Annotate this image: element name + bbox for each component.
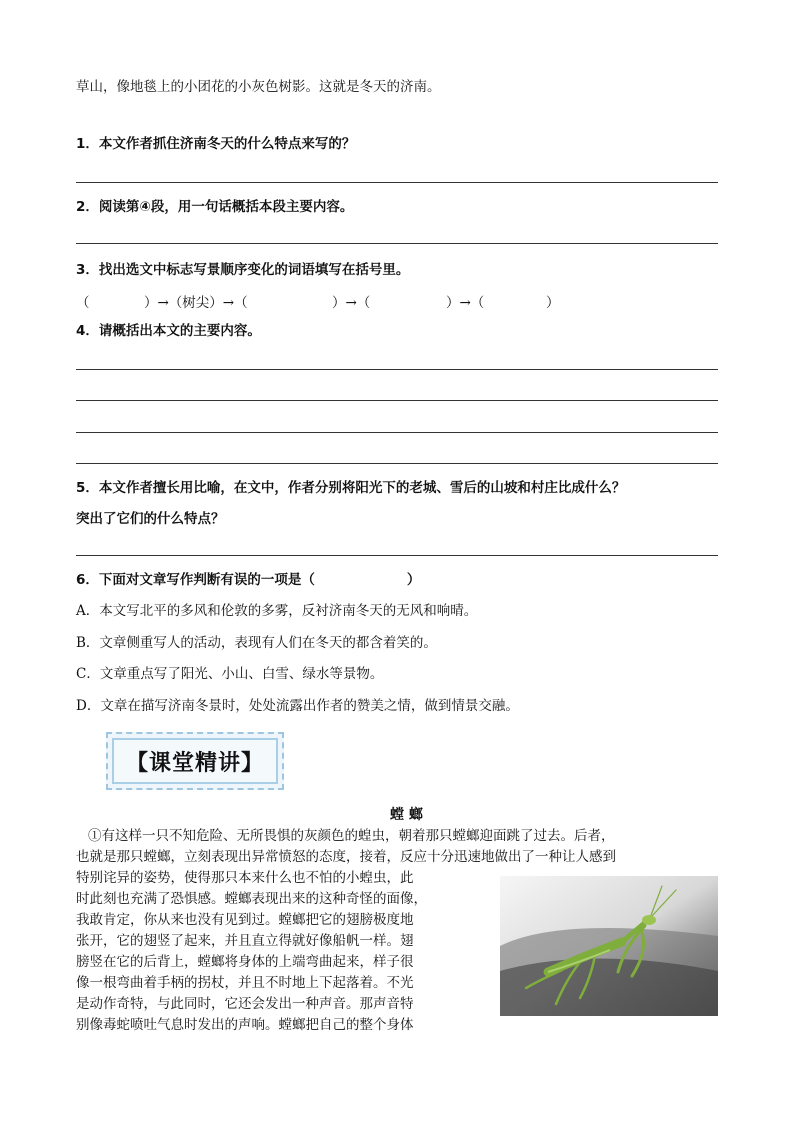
question-5-line-2: 突出了它们的什么特点？ — [76, 511, 225, 527]
article-line-2: 也就是那只螳螂，立刻表现出异常愤怒的态度，接着，反应十分迅速地做出了一种让人感到 — [76, 849, 616, 865]
choice-c: C．文章重点写了阳光、小山、白雪、绿水等景物。 — [76, 666, 384, 682]
article-line-8: 像一根弯曲着手柄的拐杖，并且不时地上下起落着。不光 — [76, 975, 414, 991]
fill-segment-1: ）→（树尖）→（ — [144, 295, 248, 311]
article-line-7: 膀竖在它的后背上，螳螂将身体的上端弯曲起来，样子很 — [76, 954, 414, 970]
answer-line-q4-1[interactable] — [76, 369, 718, 370]
article-line-6: 张开，它的翅竖了起来，并且直立得就好像船帆一样。翅 — [76, 933, 414, 949]
fill-segment-3: ）→（ — [446, 295, 485, 311]
question-5-line-1: 5．本文作者擅长用比喻，在文中，作者分别将阳光下的老城、雪后的山坡和村庄比成什么？ — [76, 480, 626, 496]
answer-line-q4-2[interactable] — [76, 400, 718, 401]
section-banner-text: 【课堂精讲】 — [125, 750, 264, 776]
article-line-4: 时此刻也充满了恐惧感。螳螂表现出来的这种奇怪的面像， — [76, 891, 427, 907]
mantis-photo — [500, 876, 718, 1016]
question-6-close: ） — [406, 572, 421, 588]
article-line-3: 特别诧异的姿势，使得那只本来什么也不怕的小蝗虫，此 — [76, 870, 414, 886]
article-line-1: ①有这样一只不知危险、无所畏惧的灰颜色的蝗虫，朝着那只螳螂迎面跳了过去。后者， — [88, 828, 615, 844]
choice-d: D．文章在描写济南冬景时，处处流露出作者的赞美之情，做到情景交融。 — [76, 698, 519, 714]
answer-line-q2[interactable] — [76, 243, 718, 244]
answer-line-q4-3[interactable] — [76, 432, 718, 433]
answer-line-q4-4[interactable] — [76, 463, 718, 464]
question-1: 1．本文作者抓住济南冬天的什么特点来写的？ — [76, 136, 356, 152]
fill-segment-2: ）→（ — [332, 295, 371, 311]
article-title: 螳 螂 — [390, 807, 423, 823]
question-6 — [76, 571, 420, 589]
article-line-10: 别像毒蛇喷吐气息时发出的声响。螳螂把自己的整个身体 — [76, 1017, 414, 1033]
section-banner — [106, 732, 284, 790]
fill-close: ） — [546, 295, 560, 311]
question-3: 3．找出选文中标志写景顺序变化的词语填写在括号里。 — [76, 262, 410, 278]
intro-line: 草山，像地毯上的小团花的小灰色树影。这就是冬天的济南。 — [76, 79, 441, 95]
choice-b: B．文章侧重写人的活动，表现有人们在冬天的都含着笑的。 — [76, 635, 437, 651]
article-line-9: 是动作奇特，与此同时，它还会发出一种声音。那声音特 — [76, 996, 414, 1012]
question-6-text: 6．下面对文章写作判断有误的一项是（ — [76, 572, 315, 588]
question-2: 2．阅读第④段，用一句话概括本段主要内容。 — [76, 199, 354, 215]
question-4: 4．请概括出本文的主要内容。 — [76, 323, 261, 339]
mantis-illustration — [500, 876, 718, 1016]
answer-line-q1[interactable] — [76, 182, 718, 183]
fill-open: （ — [76, 295, 90, 311]
choice-a: A．本文写北平的多风和伦敦的多雾，反衬济南冬天的无风和响晴。 — [76, 603, 478, 619]
article-line-5: 我敢肯定，你从来也没有见到过。螳螂把它的翅膀极度地 — [76, 912, 414, 928]
answer-line-q5[interactable] — [76, 555, 718, 556]
section-banner-inner — [112, 738, 278, 784]
